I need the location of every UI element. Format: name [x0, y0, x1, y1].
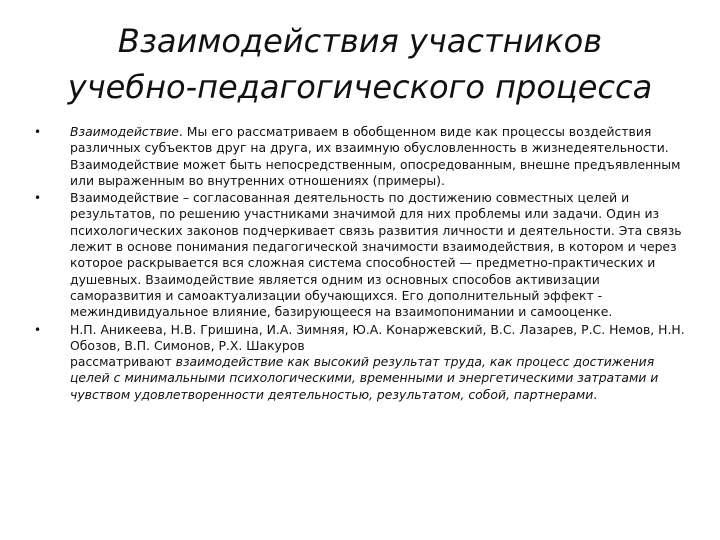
- bullet-item-coordination: [34, 190, 694, 320]
- slide-title: [40, 18, 680, 110]
- authors-end: .: [593, 386, 598, 402]
- bullet-icon: •: [34, 322, 42, 337]
- definition-text: . Мы его рассматриваем в обобщенном виде как процессы воздействия различных субъектов друг на друга, их взаимную обусловленность в жизнедеятельности. Взаимодействие может быть непосредственным, опосредованным, внешне предъявленным или выраженным во внутренних отношениях (примеры).: [70, 124, 681, 188]
- bullet-icon: •: [34, 191, 42, 206]
- authors-definition: взаимодействие как высокий результат труда, как процесс достижения целей с минимальными психологическими, временными и энергетическими затратами и чувством удовлетворенности деятельностью, результатом, собой, партнерами: [70, 354, 659, 402]
- bullet-list: [34, 124, 694, 404]
- authors-verb: рассматривают: [70, 354, 176, 370]
- bullet-item-definition: [34, 124, 694, 189]
- bullet-item-authors: [34, 322, 694, 403]
- title-line-2: учебно-педагогического процесса: [67, 68, 653, 106]
- authors-list: Н.П. Аникеева, Н.В. Гришина, И.А. Зимняя, Ю.А. Конаржевский, В.С. Лазарев, Р.С. Немов, Н.Н. Обозов, В.П. Симонов, Р.Х. Шакуров: [70, 321, 685, 353]
- bullet-icon: •: [34, 125, 42, 139]
- coordination-text: Взаимодействие – согласованная деятельность по достижению совместных целей и результатов, по решению участниками значимой для них проблемы или задачи. Один из психологических законов подчеркивает связь развития личности и деятельности. Эта связь лежит в основе понимания педагогической значимости взаимодействия, в котором и через которое раскрывается вся сложная система способностей — предметно-практических и душевных. Взаимодействие является одним из основных способов активизации саморазвития и самоактуализации обучающихся. Его дополнительный эффект - межиндивидуальное влияние, базирующееся на взаимопонимании и самооценке.: [70, 190, 682, 320]
- title-line-1: Взаимодействия участников: [117, 22, 603, 60]
- term-interaction: Взаимодействие: [70, 124, 179, 139]
